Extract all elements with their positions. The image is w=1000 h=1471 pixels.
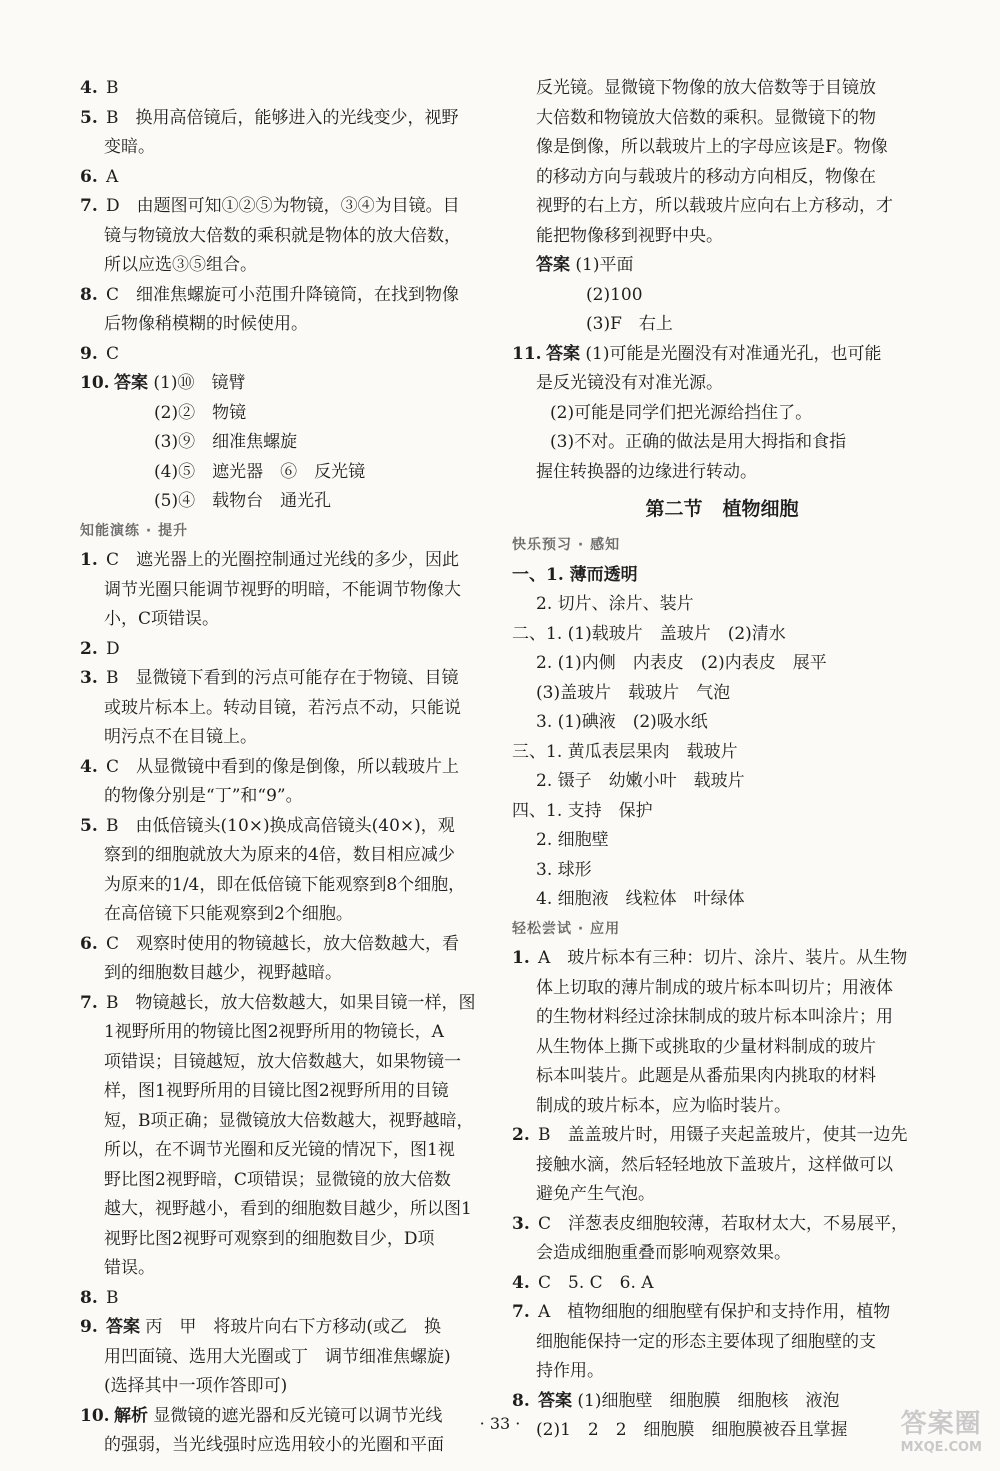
answer-line: 6. C 观察时使用的物镜越长，放大倍数越大，看	[80, 933, 460, 954]
answer-line: 小，C项错误。	[104, 609, 220, 629]
answer-line: 后物像稍模糊的时候使用。	[104, 314, 308, 334]
answer-line: 1. A 玻片标本有三种：切片、涂片、装片。从生物	[512, 948, 908, 968]
answer-line: 的物像分别是“丁”和“9”。	[104, 786, 303, 806]
answer-line: 握住转换器的边缘进行转动。	[536, 461, 757, 482]
answer-line: 是反光镜没有对准光源。	[536, 373, 723, 393]
answer-line: 到的细胞数目越少，视野越暗。	[104, 963, 342, 983]
answer-line: 明污点不在目镜上。	[104, 727, 257, 747]
answer-line: 3. B 显微镜下看到的污点可能存在于物镜、目镜	[80, 668, 459, 688]
answer-line: 10. 答案 (1)⑩ 镜臂	[80, 373, 246, 393]
answer-line: 察到的细胞就放大为原来的4倍，数目相应减少	[104, 845, 455, 865]
answer-line: 反光镜。显微镜下物像的放大倍数等于目镜放	[536, 78, 876, 98]
answer-line: 为原来的1/4，即在低倍镜下能观察到8个细胞，	[104, 874, 466, 895]
answer-line: 能把物像移到视野中央。	[536, 225, 723, 246]
answer-line: (2)100	[586, 284, 643, 305]
watermark-logo: 答案圈 MXQE.COM	[900, 1409, 982, 1455]
answer-line: 3. C 洋葱表皮细胞较薄，若取材太大，不易展平，	[512, 1213, 909, 1234]
answer-line: (3)F 右上	[586, 314, 673, 334]
answer-line: 6. A	[80, 166, 119, 187]
section-title: 快乐预习 · 感知	[512, 537, 621, 553]
page-number: · 33 ·	[479, 1414, 521, 1433]
answer-line: 接触水滴，然后轻轻地放下盖玻片，这样做可以	[536, 1154, 893, 1175]
answer-line: 7. B 物镜越长，放大倍数越大，如果目镜一样，图	[80, 992, 476, 1013]
answer-line: 9. 答案 丙 甲 将玻片向右下方移动(或乙 换	[80, 1317, 442, 1337]
answer-line: (3)⑨ 细准焦螺旋	[154, 432, 298, 452]
answer-line: 镜与物镜放大倍数的乘积就是物体的放大倍数，	[104, 225, 461, 246]
answer-line: (5)④ 载物台 通光孔	[154, 491, 332, 511]
answer-line: 错误。	[104, 1258, 155, 1278]
answer-line: 4. C 从显微镜中看到的像是倒像，所以载玻片上	[80, 756, 460, 777]
answer-line: (2)1 2 2 细胞膜 细胞膜被吞且掌握	[536, 1420, 848, 1440]
answer-line: 变暗。	[104, 137, 155, 157]
answer-line: 8. C 细准焦螺旋可小范围升降镜筒，在找到物像	[80, 284, 460, 305]
answer-line: 2. (1)内侧 内表皮 (2)内表皮 展平	[536, 653, 827, 673]
answer-line: 细胞能保持一定的形态主要体现了细胞壁的支	[536, 1331, 876, 1352]
answer-line: 所以，在不调节光圈和反光镜的情况下，图1视	[104, 1140, 455, 1160]
answer-line: 在高倍镜下只能观察到2个细胞。	[104, 904, 353, 924]
answer-line: 4. B	[80, 78, 119, 98]
answer-line: 大倍数和物镜放大倍数的乘积。显微镜下的物	[536, 107, 876, 128]
answer-line: 样，图1视野所用的目镜比图2视野所用的目镜	[104, 1081, 449, 1101]
answer-line: 的移动方向与载玻片的移动方向相反，物像在	[536, 166, 876, 187]
answer-line: 所以应选③⑤组合。	[104, 255, 257, 275]
answer-line: 2. 切片、涂片、装片	[536, 594, 694, 614]
answer-line: (2)② 物镜	[154, 402, 247, 423]
answer-line: 7. A 植物细胞的细胞壁有保护和支持作用，植物	[512, 1302, 891, 1322]
answer-line: 1. C 遮光器上的光圈控制通过光线的多少，因此	[80, 550, 460, 570]
answer-line: 项错误；目镜越短，放大倍数越大，如果物镜一	[104, 1051, 461, 1072]
answer-line: 从生物体上撕下或挑取的少量材料制成的玻片	[536, 1036, 876, 1057]
answer-line: 野比图2视野暗，C项错误；显微镜的放大倍数	[104, 1169, 451, 1190]
answer-line: 视野比图2视野可观察到的细胞数目少，D项	[104, 1228, 435, 1249]
answer-line: 用凹面镜、选用大光圈或丁 调节细准焦螺旋)	[104, 1346, 451, 1367]
answer-line: 2. B 盖盖玻片时，用镊子夹起盖玻片，使其一边先	[512, 1125, 908, 1145]
answer-line: 8. B	[80, 1287, 119, 1308]
answer-line: (3)不对。正确的做法是用大拇指和食指	[550, 432, 847, 452]
left-column	[80, 74, 500, 1461]
answer-line: (选择其中一项作答即可)	[104, 1376, 288, 1396]
answer-line: 一、1. 薄而透明	[512, 564, 638, 585]
answer-line: 的生物材料经过涂抹制成的玻片标本叫涂片；用	[536, 1007, 893, 1027]
answer-line: 短，B项正确；显微镜放大倍数越大，视野越暗，	[104, 1110, 474, 1131]
answer-line: 3. (1)碘液 (2)吸水纸	[536, 712, 708, 732]
answer-line: 二、1. (1)载玻片 盖玻片 (2)清水	[512, 623, 786, 644]
answer-line: 或玻片标本上。转动目镜，若污点不动，只能说	[104, 697, 461, 718]
answer-line: 5. B 换用高倍镜后，能够进入的光线变少，视野	[80, 107, 459, 128]
answer-line: 1视野所用的物镜比图2视野所用的物镜长，A	[104, 1022, 444, 1042]
answer-line: (4)⑤ 遮光器 ⑥ 反光镜	[154, 461, 366, 482]
answer-line: 3. 球形	[536, 859, 592, 880]
chapter-heading: 第二节 植物细胞	[645, 498, 799, 520]
answer-line: 调节光圈只能调节视野的明暗，不能调节物像大	[104, 579, 461, 600]
answer-line: 避免产生气泡。	[536, 1184, 655, 1204]
answer-line: 9. C	[80, 343, 120, 364]
answer-line: 视野的右上方，所以载玻片应向右上方移动，才	[536, 196, 893, 216]
answer-line: 持作用。	[536, 1361, 604, 1381]
answer-line: 答案 (1)平面	[536, 255, 634, 275]
answer-line: 5. B 由低倍镜头(10×)换成高倍镜头(40×)，观	[80, 815, 455, 836]
answer-line: 的强弱，当光线强时应选用较小的光圈和平面	[104, 1435, 444, 1455]
section-title: 轻松尝试 · 应用	[512, 920, 621, 937]
answer-line: 三、1. 黄瓜表层果肉 载玻片	[512, 741, 738, 762]
answer-line: 8. 答案 (1)细胞壁 细胞膜 细胞核 液泡	[512, 1390, 840, 1411]
answer-line: 会造成细胞重叠而影响观察效果。	[536, 1243, 791, 1263]
answer-line: 制成的玻片标本，应为临时装片。	[536, 1095, 791, 1116]
answer-line: 越大，视野越小，看到的细胞数目越少，所以图1	[104, 1199, 472, 1219]
answer-line: 11. 答案 (1)可能是光圈没有对准通光孔，也可能	[512, 343, 882, 364]
answer-line: 4. C 5. C 6. A	[512, 1272, 654, 1293]
answer-line: 2. 细胞壁	[536, 830, 609, 850]
answer-line: 2. 镊子 幼嫩小叶 载玻片	[536, 771, 745, 791]
answer-line: 像是倒像，所以载玻片上的字母应该是F。物像	[536, 137, 888, 157]
answer-line: 体上切取的薄片制成的玻片标本叫切片；用液体	[536, 977, 893, 998]
answer-line: 2. D	[80, 638, 120, 659]
answer-line: (3)盖玻片 载玻片 气泡	[536, 682, 731, 703]
answer-line: 7. D 由题图可知①②⑤为物镜，③④为目镜。目	[80, 196, 460, 216]
right-column	[512, 74, 932, 1446]
section-title: 知能演练 · 提升	[80, 522, 189, 539]
answer-line: 10. 解析 显微镜的遮光器和反光镜可以调节光线	[80, 1405, 443, 1426]
answer-line: 标本叫装片。此题是从番茄果肉内挑取的材料	[536, 1066, 876, 1086]
answer-line: 4. 细胞液 线粒体 叶绿体	[536, 889, 745, 909]
answer-line: 四、1. 支持 保护	[512, 800, 653, 821]
answer-line: (2)可能是同学们把光源给挡住了。	[550, 402, 813, 423]
